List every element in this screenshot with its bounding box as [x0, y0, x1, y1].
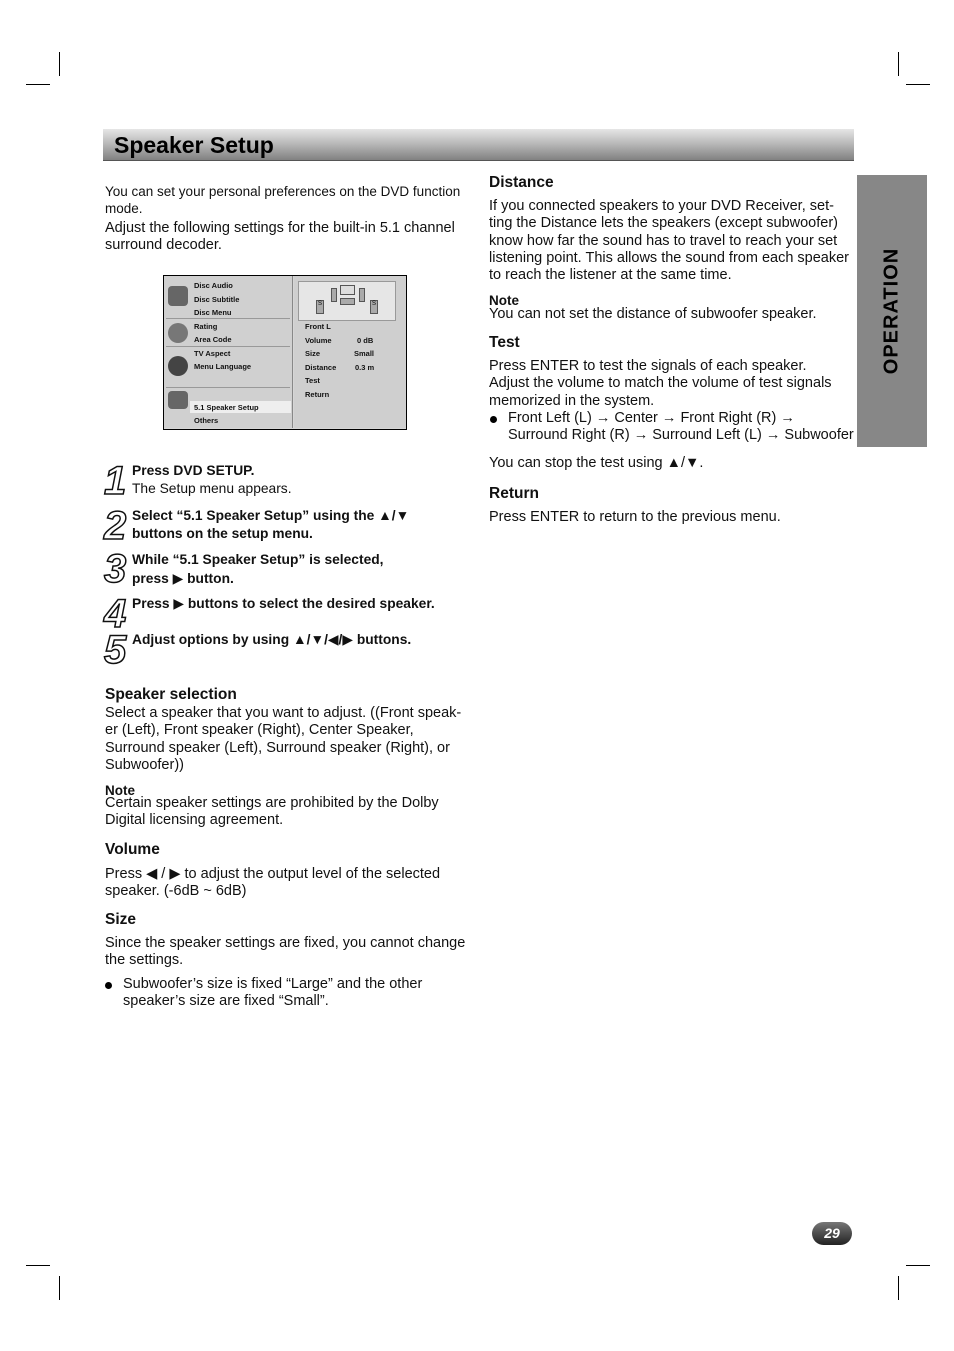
bullet-icon: [105, 982, 112, 989]
return-label: Return: [305, 390, 330, 399]
menu-right-panel: [294, 276, 406, 428]
crop-mark: [906, 1265, 930, 1266]
intro-text-1: You can set your personal preferences on the DVD function mode.: [105, 184, 461, 216]
surround-left-speaker: S: [316, 300, 324, 314]
menu-item: Disc Subtitle: [194, 295, 240, 304]
speaker-selection-text: Select a speaker that you want to adjust. ((Front speak- er (Left), Front speaker (Right), Center Speaker, Surround speaker (Left), Surround speaker (Right), or Subwoofer)): [105, 705, 462, 773]
volume-heading: Volume: [105, 841, 160, 858]
menu-item: TV Aspect: [194, 349, 231, 358]
volume-label: Volume: [305, 336, 332, 345]
subwoofer-speaker: [340, 298, 355, 305]
crop-mark: [26, 1265, 50, 1266]
menu-item: Others: [194, 416, 219, 425]
menu-item: Disc Menu: [194, 308, 232, 317]
distance-note-text: You can not set the distance of subwoofer speaker.: [489, 306, 817, 322]
bullet-icon: [490, 416, 497, 423]
front-left-speaker: [331, 288, 337, 302]
crop-mark: [906, 84, 930, 85]
size-text: Since the speaker settings are fixed, you cannot change the settings.: [105, 935, 466, 969]
step-number: 3: [104, 547, 125, 591]
note-label: Note: [105, 783, 135, 798]
menu-item: Menu Language: [194, 362, 252, 371]
step-1: [132, 462, 292, 497]
section-tab: [857, 175, 927, 447]
speaker-setup-icon: [168, 391, 188, 409]
step-3: While “5.1 Speaker Setup” is selected, press ▶ button.: [132, 552, 384, 586]
speaker-diagram: [298, 281, 396, 321]
test-bullet: Front Left (L) → Center → Front Right (R) → Surround Right (R) → Surround Left (L) → Subwoofer: [508, 410, 858, 445]
size-value: Small: [354, 349, 375, 358]
menu-left-panel: [164, 276, 293, 428]
step-number: 4: [104, 592, 125, 636]
size-label: Size: [305, 349, 321, 358]
front-right-speaker: [359, 288, 365, 302]
speaker-selection-heading: Speaker selection: [105, 686, 237, 703]
step-5: Adjust options by using ▲/▼/◀/▶ buttons.: [132, 632, 412, 647]
disc-icon: [168, 286, 188, 306]
distance-value: 0.3 m: [355, 363, 375, 372]
return-heading: Return: [489, 485, 539, 502]
distance-label: Distance: [305, 363, 337, 372]
crop-mark: [898, 52, 899, 76]
menu-item-selected: 5.1 Speaker Setup: [194, 403, 259, 412]
size-bullet: Subwoofer’s size is fixed “Large” and the other speaker’s size are fixed “Small”.: [123, 976, 473, 1011]
volume-value: 0 dB: [357, 336, 374, 345]
rating-icon: [168, 323, 188, 343]
crop-mark: [26, 84, 50, 85]
return-text: Press ENTER to return to the previous menu.: [489, 509, 781, 525]
crop-mark: [898, 1276, 899, 1300]
test-heading: Test: [489, 334, 520, 351]
tv-icon: [168, 356, 188, 376]
test-stop-text: You can stop the test using ▲/▼.: [489, 455, 704, 471]
size-heading: Size: [105, 911, 137, 928]
note-label: Note: [489, 293, 519, 308]
step-number: 1: [104, 459, 125, 503]
speaker-note-text: Certain speaker settings are prohibited by the Dolby Digital licensing agreement.: [105, 795, 439, 829]
test-text: Press ENTER to test the signals of each speaker. Adjust the volume to match the volume of test signals memorized in the system.: [489, 358, 832, 409]
test-label: Test: [305, 376, 320, 385]
intro-text-2: Adjust the following settings for the built-in 5.1 channel surround decoder.: [105, 220, 455, 254]
crop-mark: [59, 1276, 60, 1300]
page-title: Speaker Setup: [114, 132, 274, 158]
center-speaker: [340, 285, 355, 295]
step-number: 5: [104, 628, 125, 672]
section-tab-label: OPERATION: [880, 247, 903, 375]
crop-mark: [59, 52, 60, 76]
step-4: Press ▶ buttons to select the desired speaker.: [132, 596, 435, 611]
step-1-title: Press DVD SETUP.: [132, 463, 255, 478]
page-number: 29: [812, 1222, 852, 1245]
step-2: Select “5.1 Speaker Setup” using the ▲/▼ buttons on the setup menu.: [132, 508, 410, 541]
step-number: 2: [104, 504, 125, 548]
menu-item: Area Code: [194, 335, 232, 344]
distance-heading: Distance: [489, 174, 554, 191]
menu-item: Disc Audio: [194, 281, 233, 290]
menu-item: Rating: [194, 322, 218, 331]
volume-text: Press ◀ / ▶ to adjust the output level of the selected speaker. (-6dB ~ 6dB): [105, 866, 441, 900]
step-1-desc: The Setup menu appears.: [132, 480, 292, 496]
surround-right-speaker: S: [370, 300, 378, 314]
setup-menu-screenshot: [163, 275, 407, 430]
speaker-name: Front L: [305, 322, 331, 331]
title-bar: [103, 129, 854, 161]
distance-text: If you connected speakers to your DVD Receiver, set- ting the Distance lets the speakers (except subwoofer) know how far the sound has to travel to reach your set listening point. This allows the sound from each speaker to reach the listener at the same time.: [489, 198, 850, 284]
